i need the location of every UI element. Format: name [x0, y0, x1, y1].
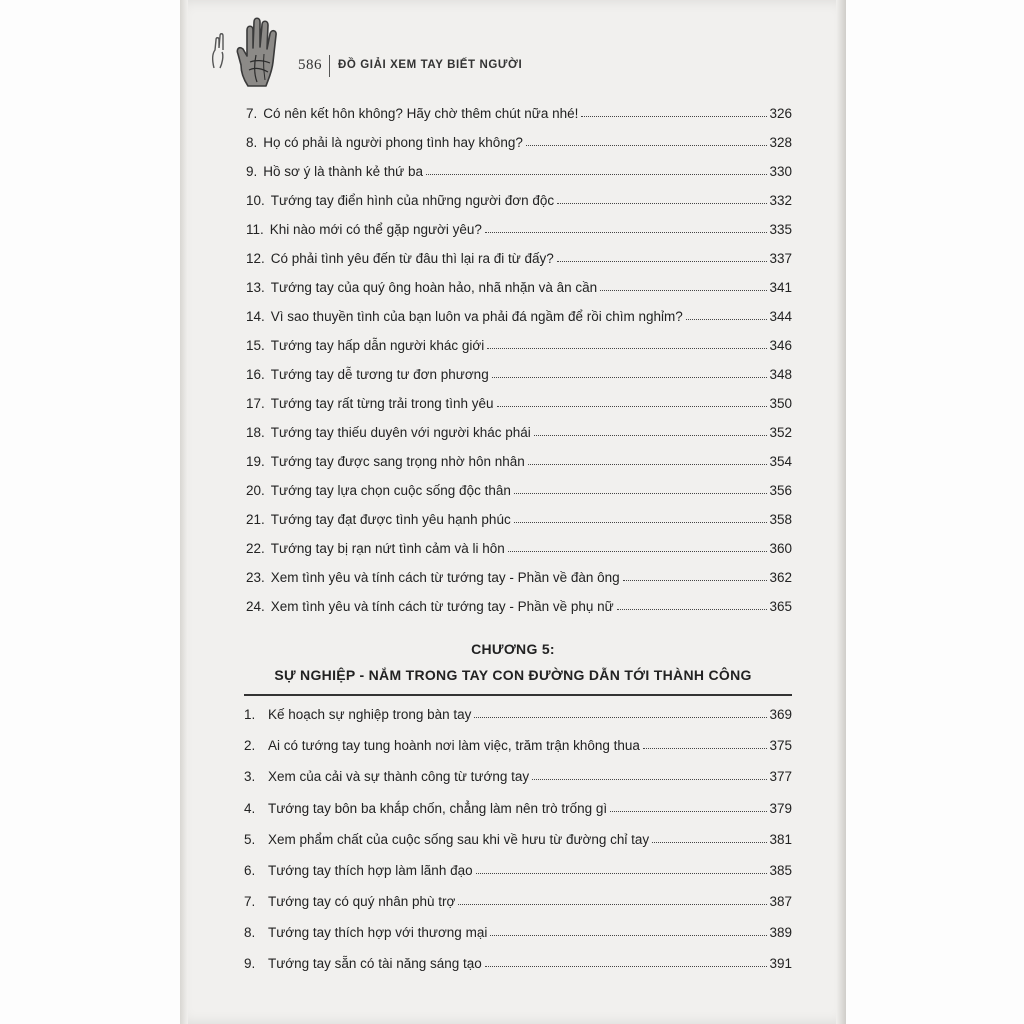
dot-leader: [610, 811, 767, 812]
toc-entry-number: 6.: [244, 863, 256, 878]
toc-entry-number: 19.: [246, 454, 265, 469]
dot-leader: [623, 580, 768, 581]
dot-leader: [528, 464, 768, 465]
dot-leader: [487, 348, 767, 349]
toc-entry-page: 350: [769, 396, 792, 411]
toc-entry: [246, 389, 792, 411]
toc-entry-number: 12.: [246, 251, 265, 266]
dot-leader: [474, 717, 767, 718]
toc-entry-page: 360: [769, 541, 792, 556]
toc-entry-title: Có nên kết hôn không? Hãy chờ thêm chút nữa nhé!: [263, 106, 579, 121]
toc-entry-title: Tướng tay điển hình của những người đơn độc: [270, 193, 555, 208]
toc-entry-title: Xem phẩm chất của cuộc sống sau khi về hưu từ đường chỉ tay: [268, 832, 650, 847]
toc-entry-number: 18.: [246, 425, 265, 440]
chapter-divider: [244, 694, 792, 696]
toc-entry: [246, 563, 792, 585]
toc-entry: [244, 949, 792, 971]
dot-leader: [600, 290, 767, 291]
toc-entry: [244, 856, 792, 878]
dot-leader: [643, 748, 768, 749]
toc-entry-title: Tướng tay được sang trọng nhờ hôn nhân: [270, 454, 525, 469]
toc-entry-number: 16.: [246, 367, 265, 382]
toc-entry-title: Tướng tay đạt được tình yêu hạnh phúc: [270, 512, 511, 527]
toc-entry-number: 14.: [246, 309, 265, 324]
toc-entry-page: 365: [769, 599, 792, 614]
toc-entry-title: Vì sao thuyền tình của bạn luôn va phải đá ngầm để rồi chìm nghỉm?: [270, 309, 683, 324]
toc-entry-number: 1.: [244, 707, 256, 722]
toc-entry-page: 352: [769, 425, 792, 440]
toc-entry: [244, 794, 792, 816]
toc-entry-title: Tướng tay rất từng trải trong tình yêu: [270, 396, 494, 411]
toc-entry-page: 377: [769, 769, 792, 784]
toc-entry-title: Tướng tay thiếu duyên với người khác phái: [270, 425, 531, 440]
toc-entry: [246, 592, 792, 614]
chapter-label: CHƯƠNG 5:: [471, 641, 555, 657]
dot-leader: [426, 174, 767, 175]
toc-entry-number: 7.: [246, 106, 258, 121]
toc-entry-number: 2.: [244, 738, 256, 753]
table-of-contents: [180, 0, 846, 1024]
toc-entry: [246, 186, 792, 208]
toc-entry: [244, 762, 792, 784]
toc-entry-title: Kế hoạch sự nghiệp trong bàn tay: [268, 707, 472, 722]
toc-entry-page: 362: [769, 570, 792, 585]
toc-entry-page: 356: [769, 483, 792, 498]
book-page: [180, 0, 846, 1024]
toc-entry-title: Tướng tay thích hợp làm lãnh đạo: [268, 863, 473, 878]
toc-entry-title: Tướng tay hấp dẫn người khác giới: [270, 338, 485, 353]
toc-entry-number: 8.: [244, 925, 256, 940]
toc-entry-number: 5.: [244, 832, 256, 847]
toc-entry-number: 10.: [246, 193, 265, 208]
dot-leader: [508, 551, 768, 552]
toc-entry-number: 9.: [244, 956, 256, 971]
toc-entry-page: 385: [769, 863, 792, 878]
toc-entry-page: 335: [769, 222, 792, 237]
toc-entry: [246, 534, 792, 556]
toc-entry-page: 369: [769, 707, 792, 722]
toc-entry-title: Xem tình yêu và tính cách từ tướng tay - Phần về phụ nữ: [270, 599, 614, 614]
toc-entry-number: 7.: [244, 894, 256, 909]
toc-entry-title: Họ có phải là người phong tình hay không?: [263, 135, 523, 150]
toc-entry-page: 326: [769, 106, 792, 121]
dot-leader: [557, 261, 768, 262]
toc-entry-page: 330: [769, 164, 792, 179]
dot-leader: [514, 493, 768, 494]
toc-entry-page: 379: [769, 801, 792, 816]
toc-entry-page: 375: [769, 738, 792, 753]
toc-entry-title: Tướng tay bôn ba khắp chốn, chẳng làm nên trò trống gì: [268, 801, 608, 816]
page-margin-right: [846, 0, 1024, 1024]
dot-leader: [581, 116, 767, 117]
dot-leader: [490, 935, 767, 936]
toc-entry-page: 387: [769, 894, 792, 909]
toc-entry-number: 3.: [244, 769, 256, 784]
toc-entry-title: Xem tình yêu và tính cách từ tướng tay - Phần về đàn ông: [270, 570, 620, 585]
page-number: 586: [298, 57, 322, 73]
toc-entry-number: 21.: [246, 512, 265, 527]
toc-entry: [244, 700, 792, 722]
toc-entry-page: 358: [769, 512, 792, 527]
toc-entry-page: 391: [769, 956, 792, 971]
toc-entry: [246, 476, 792, 498]
toc-entry-title: Tướng tay dễ tương tư đơn phương: [270, 367, 489, 382]
toc-entry: [246, 273, 792, 295]
toc-entry-title: Hồ sơ ý là thành kẻ thứ ba: [263, 164, 423, 179]
toc-entry: [246, 360, 792, 382]
toc-entry-page: 346: [769, 338, 792, 353]
dot-leader: [532, 779, 767, 780]
toc-entry: [246, 128, 792, 150]
dot-leader: [617, 609, 768, 610]
running-title: ĐỒ GIẢI XEM TAY BIẾT NGƯỜI: [338, 59, 523, 71]
toc-entry: [246, 447, 792, 469]
toc-entry-title: Tướng tay lựa chọn cuộc sống độc thân: [270, 483, 511, 498]
toc-entry: [246, 99, 792, 121]
toc-entry-title: Có phải tình yêu đến từ đâu thì lại ra đi từ đấy?: [270, 251, 554, 266]
toc-entry: [246, 418, 792, 440]
toc-entry-number: 4.: [244, 801, 256, 816]
toc-entry-page: 328: [769, 135, 792, 150]
dot-leader: [485, 966, 768, 967]
toc-entry-number: 24.: [246, 599, 265, 614]
dot-leader: [686, 319, 768, 320]
toc-entry-number: 17.: [246, 396, 265, 411]
toc-entry: [246, 244, 792, 266]
toc-entry-title: Tướng tay bị rạn nứt tình cảm và li hôn: [270, 541, 505, 556]
toc-entry-page: 348: [769, 367, 792, 382]
toc-entry-number: 15.: [246, 338, 265, 353]
toc-entry-title: Tướng tay của quý ông hoàn hảo, nhã nhặn và ân cần: [270, 280, 598, 295]
toc-entry: [246, 157, 792, 179]
toc-entry: [244, 887, 792, 909]
toc-entry-number: 20.: [246, 483, 265, 498]
dot-leader: [485, 232, 768, 233]
dot-leader: [652, 842, 767, 843]
toc-entry-number: 22.: [246, 541, 265, 556]
page-margin-left: [0, 0, 180, 1024]
toc-entry-number: 8.: [246, 135, 258, 150]
toc-entry-title: Tướng tay thích hợp với thương mại: [268, 925, 488, 940]
toc-entry: [246, 331, 792, 353]
toc-entry-title: Tướng tay có quý nhân phù trợ: [268, 894, 456, 909]
toc-entry: [246, 505, 792, 527]
toc-entry-title: Xem của cải và sự thành công từ tướng tay: [268, 769, 530, 784]
toc-entry-page: 344: [769, 309, 792, 324]
toc-entry-page: 341: [769, 280, 792, 295]
toc-entry-title: Ai có tướng tay tung hoành nơi làm việc, trăm trận không thua: [268, 738, 640, 753]
dot-leader: [458, 904, 767, 905]
toc-entry: [244, 731, 792, 753]
toc-entry-page: 354: [769, 454, 792, 469]
chapter-title: SỰ NGHIỆP - NẮM TRONG TAY CON ĐƯỜNG DẪN TỚI THÀNH CÔNG: [274, 667, 752, 683]
toc-entry: [246, 302, 792, 324]
toc-entry-title: Tướng tay sẵn có tài năng sáng tạo: [268, 956, 482, 971]
toc-entry-page: 389: [769, 925, 792, 940]
dot-leader: [526, 145, 768, 146]
toc-entry: [244, 825, 792, 847]
toc-entry-page: 381: [769, 832, 792, 847]
toc-entry-number: 9.: [246, 164, 258, 179]
dot-leader: [476, 873, 768, 874]
toc-entry: [246, 215, 792, 237]
toc-entry-number: 23.: [246, 570, 265, 585]
dot-leader: [514, 522, 768, 523]
toc-entry-number: 11.: [246, 222, 264, 237]
dot-leader: [492, 377, 768, 378]
dot-leader: [534, 435, 768, 436]
dot-leader: [497, 406, 768, 407]
toc-entry-page: 332: [769, 193, 792, 208]
toc-entry-number: 13.: [246, 280, 265, 295]
toc-entry-page: 337: [769, 251, 792, 266]
toc-entry-title: Khi nào mới có thể gặp người yêu?: [269, 222, 482, 237]
dot-leader: [557, 203, 767, 204]
toc-entry: [244, 918, 792, 940]
